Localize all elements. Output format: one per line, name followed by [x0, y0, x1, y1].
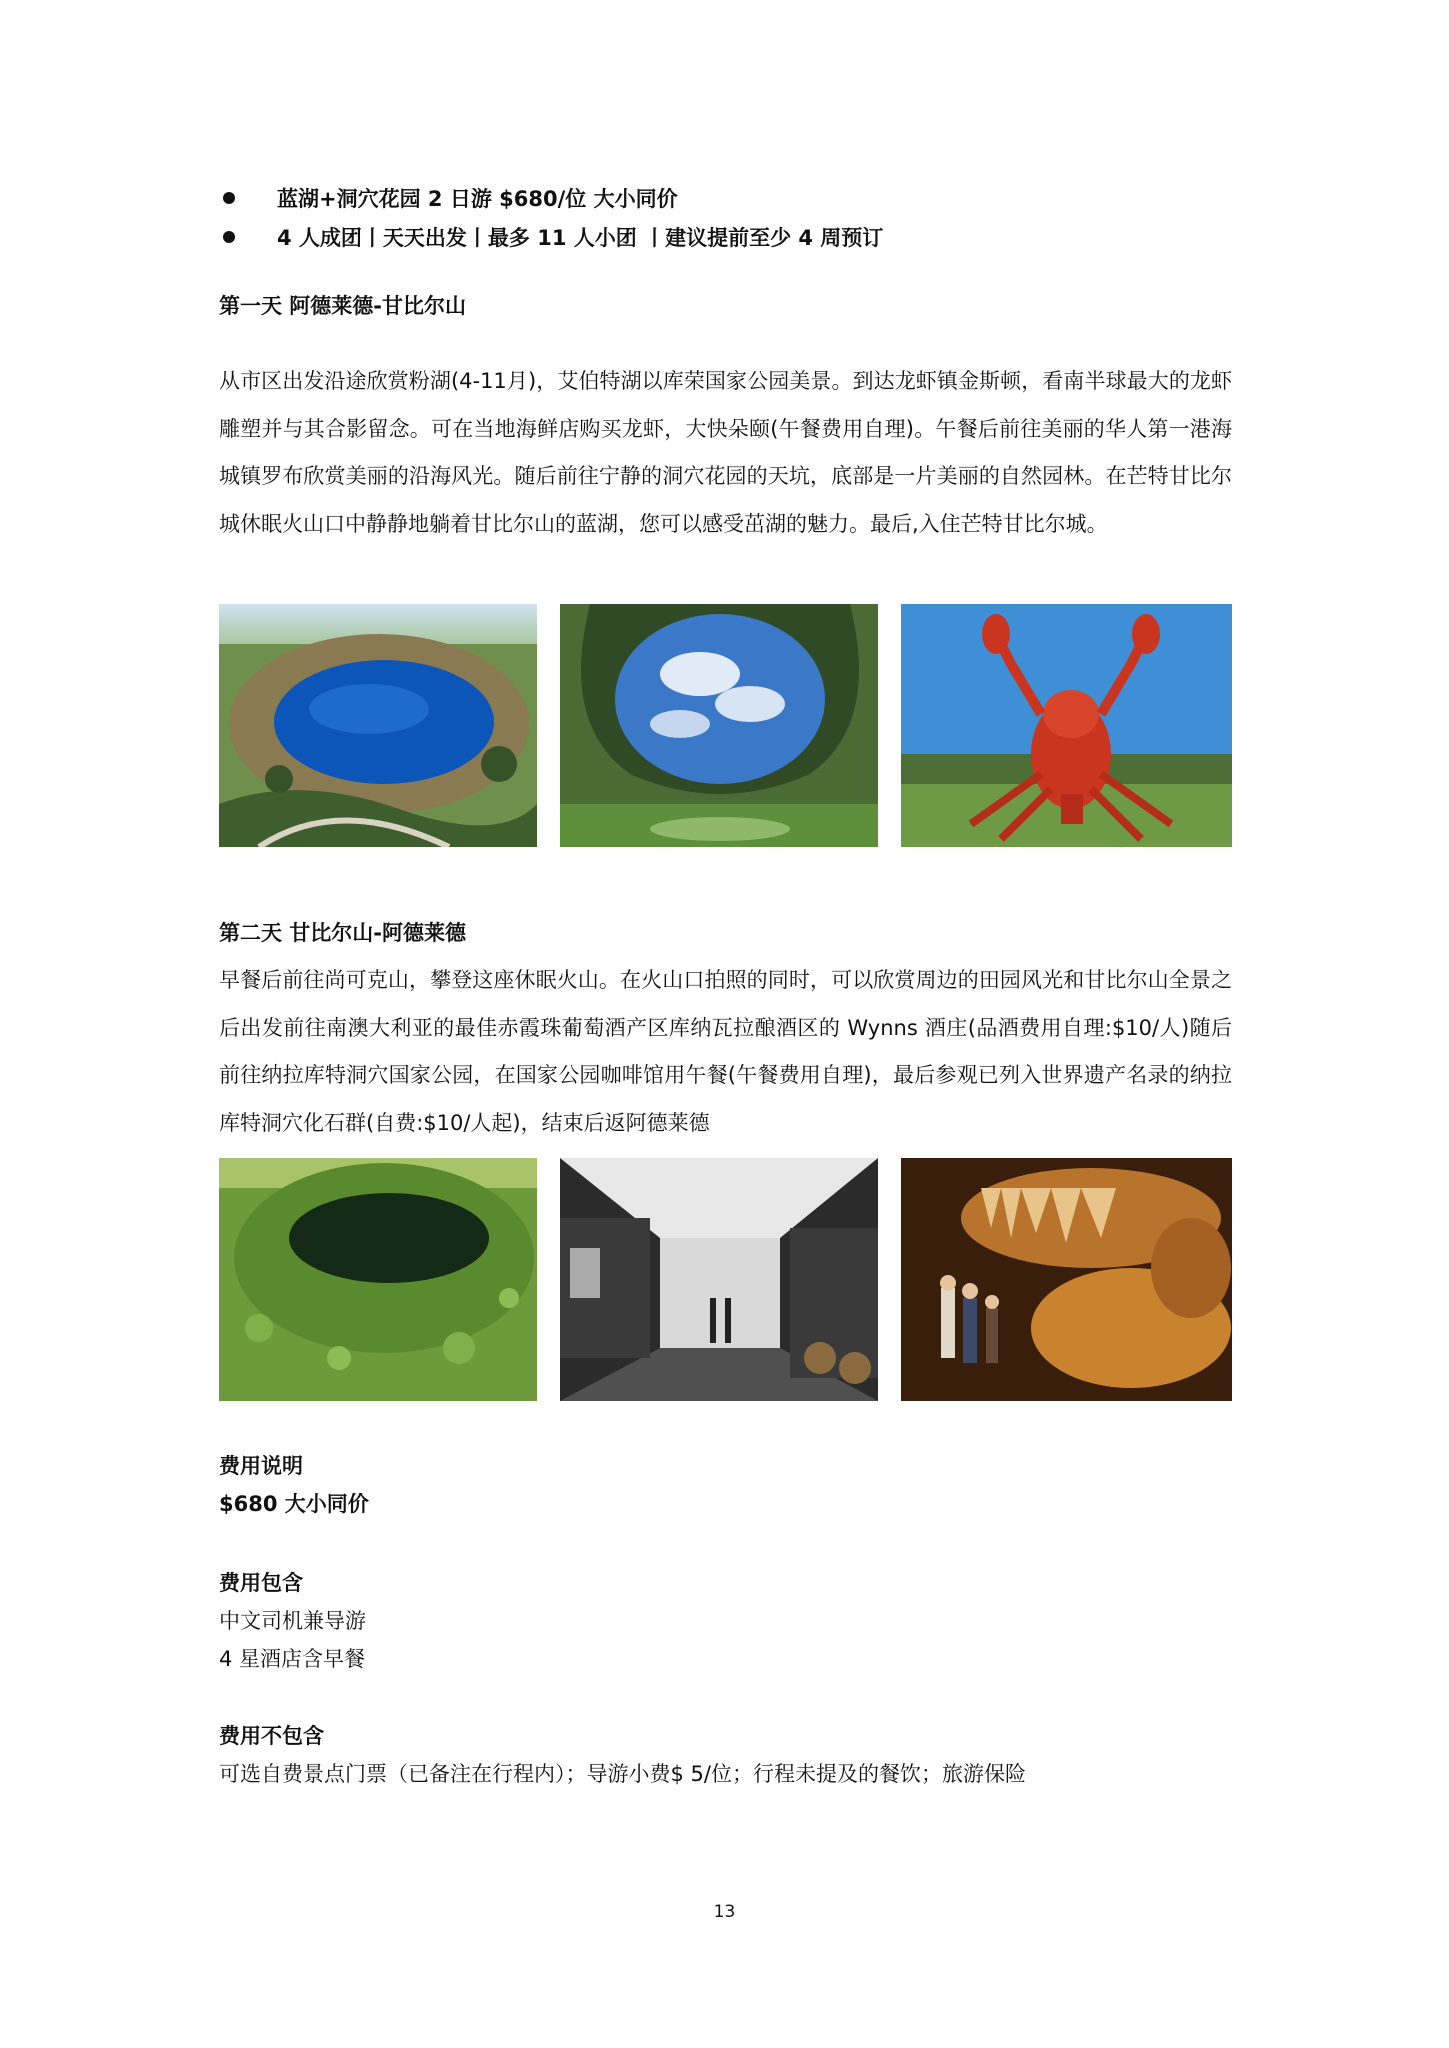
fee-description-heading: 费用说明 [219, 1454, 303, 1478]
day2-photo-row [219, 1158, 1232, 1401]
fee-description-section [219, 1447, 369, 1523]
page-number: 13 [713, 1902, 736, 1922]
volcano-crater-photo [219, 1158, 537, 1401]
day1-description: 从市区出发沿途欣赏粉湖(4-11月)，艾伯特湖以库荣国家公园美景。到达龙虾镇金斯顿，看南半球最大的龙虾雕塑并与其合影留念。可在当地海鲜店购买龙虾，大快朵颐(午餐费用自理)。午餐后前往美丽的华人第一港海城镇罗布欣赏美丽的沿海风光。随后前往宁静的洞穴花园的天坑，底部是一片美丽的自然园林。在芒特甘比尔城休眠火山口中静静地躺着甘比尔山的蓝湖，您可以感受茁湖的魅力。最后,入住芒特甘比尔城。 [219, 369, 1232, 536]
fee-exclude-heading: 费用不包含 [219, 1724, 324, 1748]
fee-description-value: $680 大小同价 [219, 1492, 369, 1516]
bullet-dot-icon [223, 231, 235, 243]
tour-summary-list [219, 178, 1232, 256]
day1-photo-row [219, 604, 1232, 847]
bullet-text: 4 人成团丨天天出发丨最多 11 人小团 丨建议提前至少 4 周预订 [277, 225, 884, 250]
fee-exclude-section [219, 1717, 1232, 1793]
naracoorte-cave-photo [901, 1158, 1232, 1401]
fee-exclude-text: 可选自费景点门票（已备注在行程内）；导游小费$ 5/位；行程未提及的餐饮；旅游保险 [219, 1762, 1026, 1786]
day1-title: 第一天 阿德莱德-甘比尔山 [219, 294, 467, 318]
bullet-item [219, 178, 1232, 217]
bullet-text: 蓝湖+洞穴花园 2 日游 $680/位 大小同价 [277, 186, 678, 211]
day2-title: 第二天 甘比尔山-阿德莱德 [219, 921, 467, 945]
bullet-item [219, 217, 1232, 256]
blue-lake-photo [219, 604, 537, 847]
cave-garden-sinkhole-photo [560, 604, 878, 847]
fee-include-heading: 费用包含 [219, 1571, 303, 1595]
giant-lobster-photo [901, 604, 1232, 847]
fee-include-section [219, 1564, 366, 1678]
fee-include-item: 中文司机兼导游 [219, 1609, 366, 1633]
fee-include-item: 4 星酒店含早餐 [219, 1647, 366, 1671]
wynns-winery-photo [560, 1158, 878, 1401]
bullet-dot-icon [223, 192, 235, 204]
day2-description: 早餐后前往尚可克山，攀登这座休眠火山。在火山口拍照的同时，可以欣赏周边的田园风光和甘比尔山全景之后出发前往南澳大利亚的最佳赤霞珠葡萄酒产区库纳瓦拉酿酒区的 Wynns 酒庄(品酒费用自理:$10/人)随后前往纳拉库特洞穴国家公园，在国家公园咖啡馆用午餐(午餐费用自理)，最后参观已列入世界遗产名录的纳拉库特洞穴化石群(自费:$10/人起)，结束后返阿德莱德 [219, 968, 1232, 1135]
